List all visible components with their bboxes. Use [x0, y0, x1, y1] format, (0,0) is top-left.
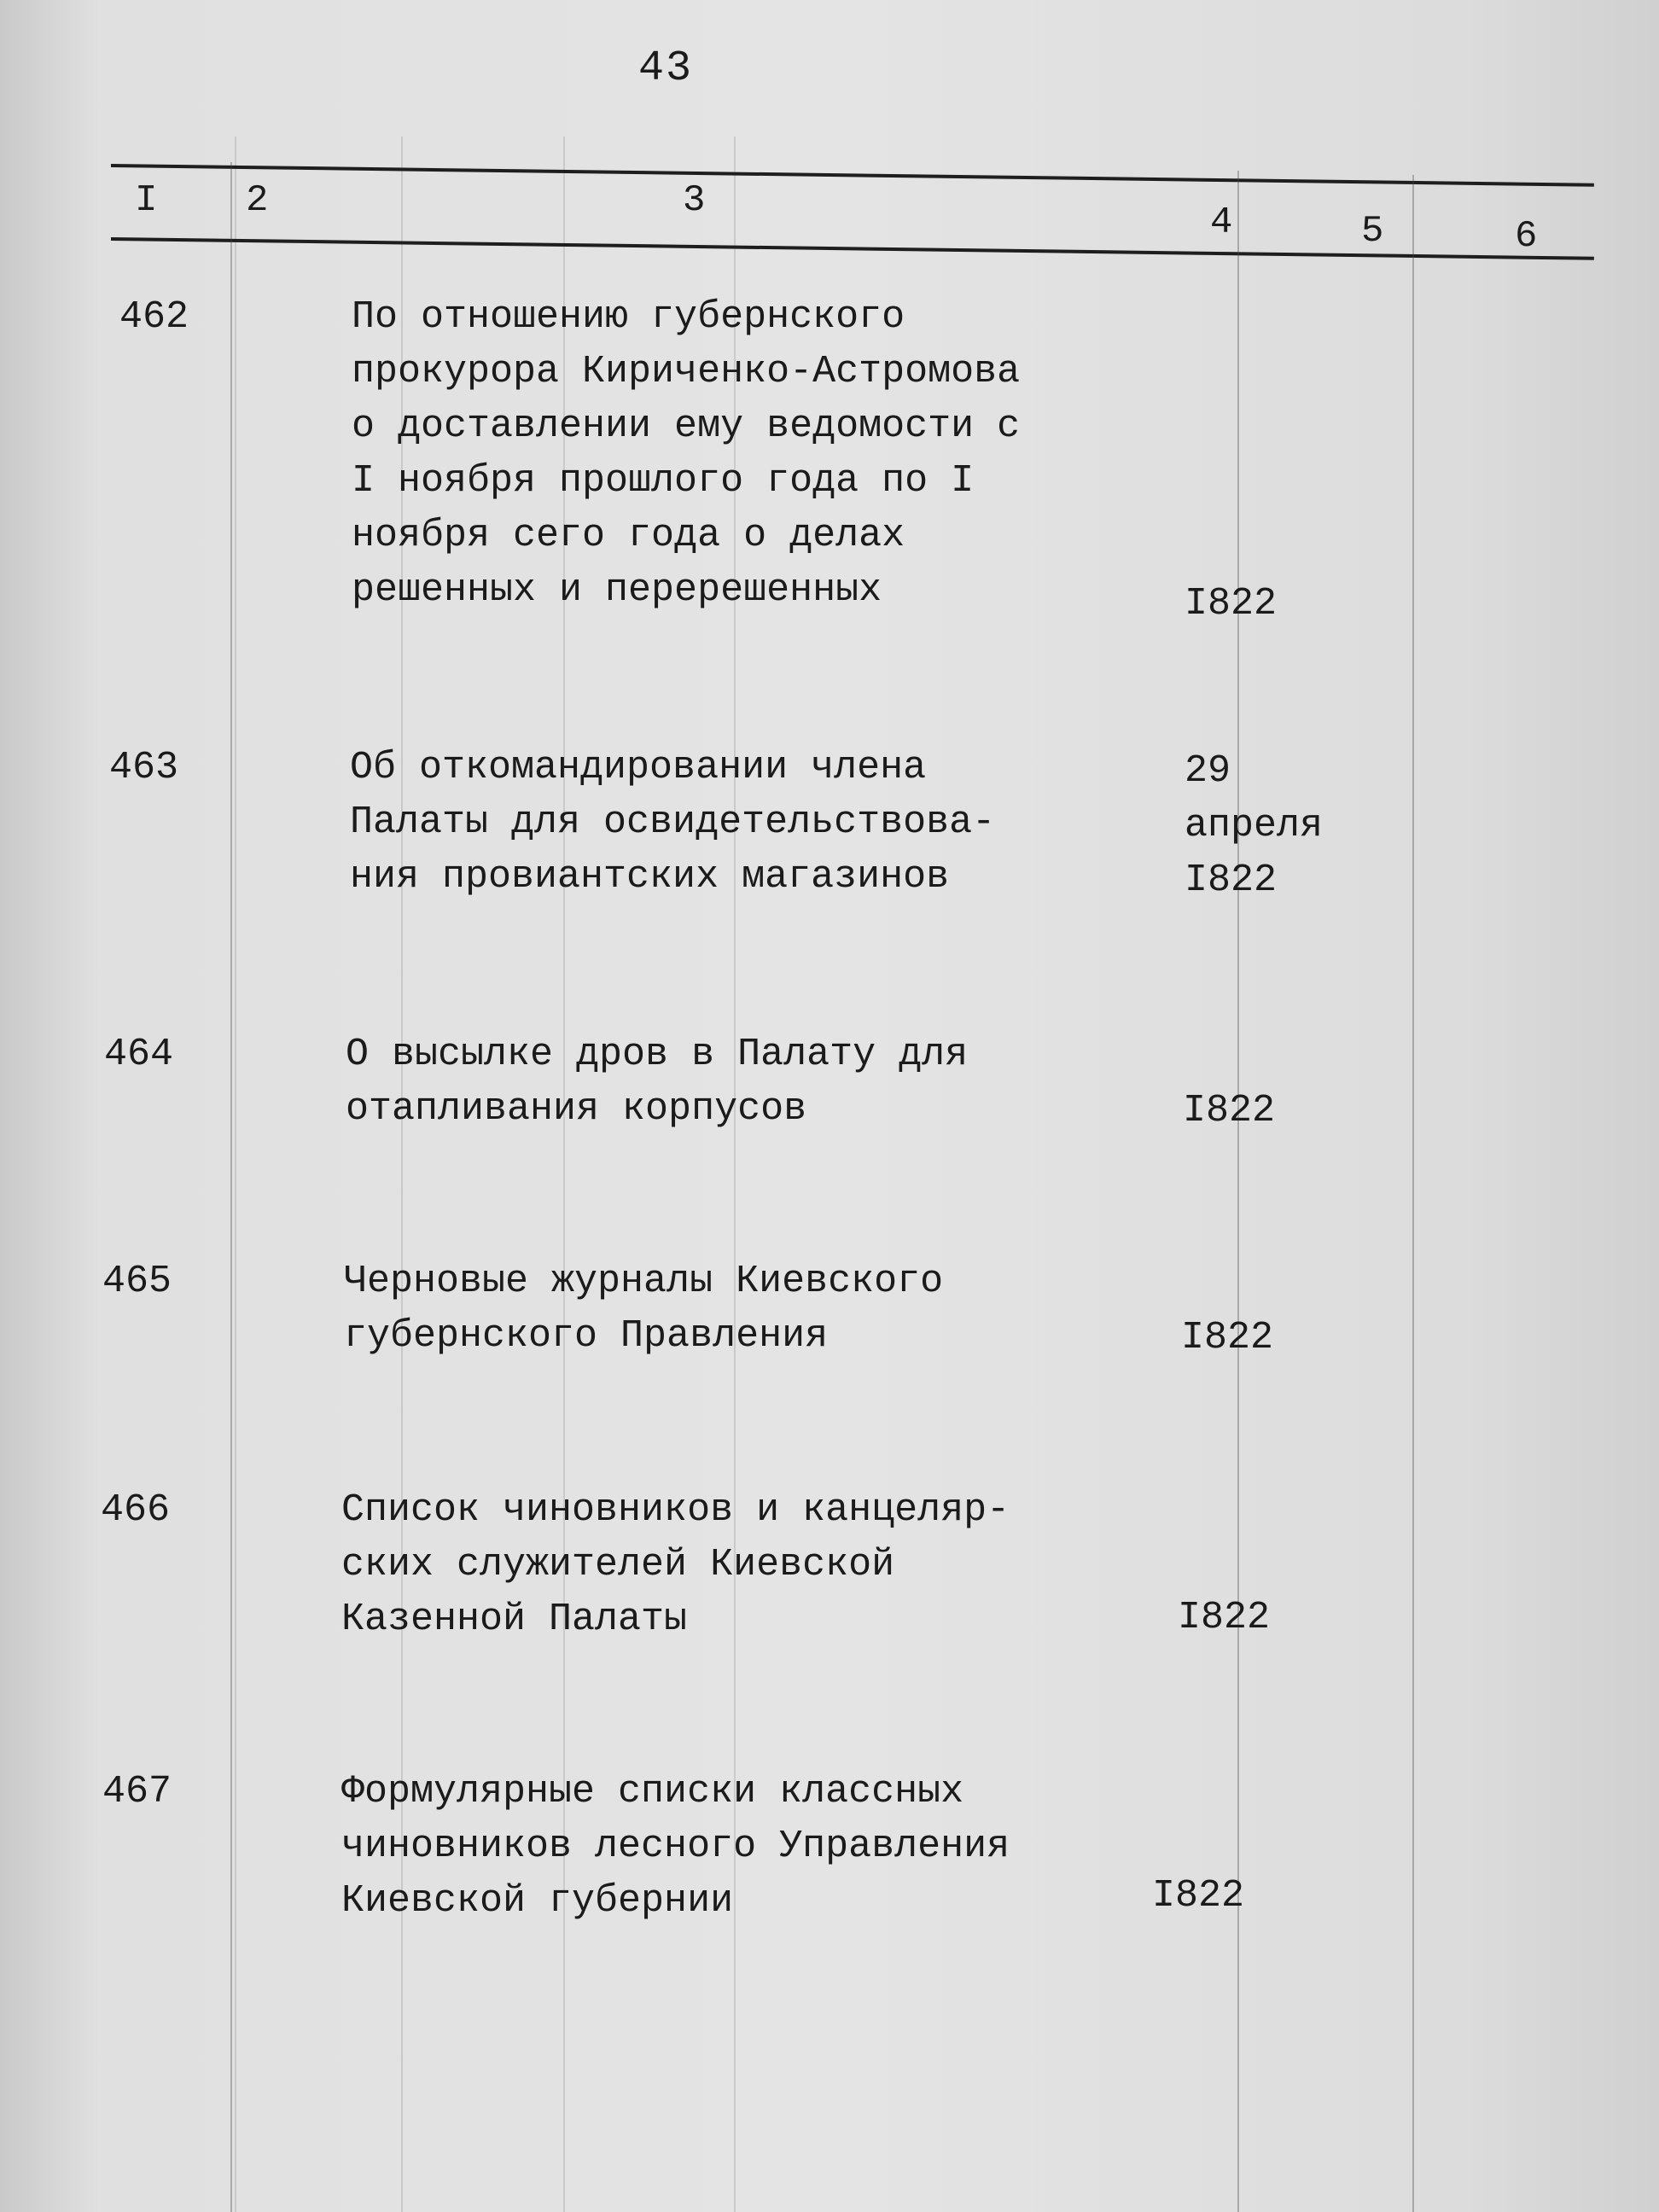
case-title: Список чиновников и канцеляр- ских служителей Киевской Казенной Палаты: [341, 1488, 1010, 1641]
header-top-rule: [111, 164, 1594, 187]
case-title: По отношению губернского прокурора Кириченко-Астромова о доставлении ему ведомости с I ноября прошлого года по I ноября сего года о делах решенных и перерешенных: [352, 295, 1021, 612]
case-date: I822: [1185, 582, 1278, 626]
case-number: 467: [102, 1770, 172, 1813]
column-header-6: 6: [1515, 215, 1538, 258]
case-number: 462: [119, 295, 189, 339]
case-title: Черновые журналы Киевского губернского Правления: [344, 1260, 944, 1358]
page-number: 43: [638, 44, 694, 93]
column-header-4: 4: [1210, 201, 1233, 244]
ghost-column-line: [235, 137, 236, 2212]
case-date: 29 апреля I822: [1185, 749, 1324, 902]
column-header-2: 2: [246, 179, 269, 222]
case-date: I822: [1178, 1596, 1271, 1639]
case-date: I822: [1152, 1874, 1245, 1918]
case-number: 463: [109, 746, 179, 789]
case-date: I822: [1183, 1089, 1276, 1132]
case-title: О высылке дров в Палату для отапливания корпусов: [346, 1033, 969, 1131]
case-number: 465: [102, 1260, 172, 1303]
column-header-5: 5: [1361, 210, 1384, 253]
column-divider: [230, 162, 232, 2212]
case-title: Об откомандировании члена Палаты для освидетельствова- ния провиантских магазинов: [350, 746, 996, 899]
column-divider: [1412, 175, 1414, 2212]
case-title: Формулярные списки классных чиновников лесного Управления Киевской губернии: [341, 1770, 1010, 1923]
case-number: 464: [104, 1033, 174, 1076]
column-header-3: 3: [683, 179, 706, 222]
case-date: I822: [1181, 1316, 1274, 1359]
case-number: 466: [101, 1488, 171, 1532]
column-header-1: I: [135, 179, 158, 222]
